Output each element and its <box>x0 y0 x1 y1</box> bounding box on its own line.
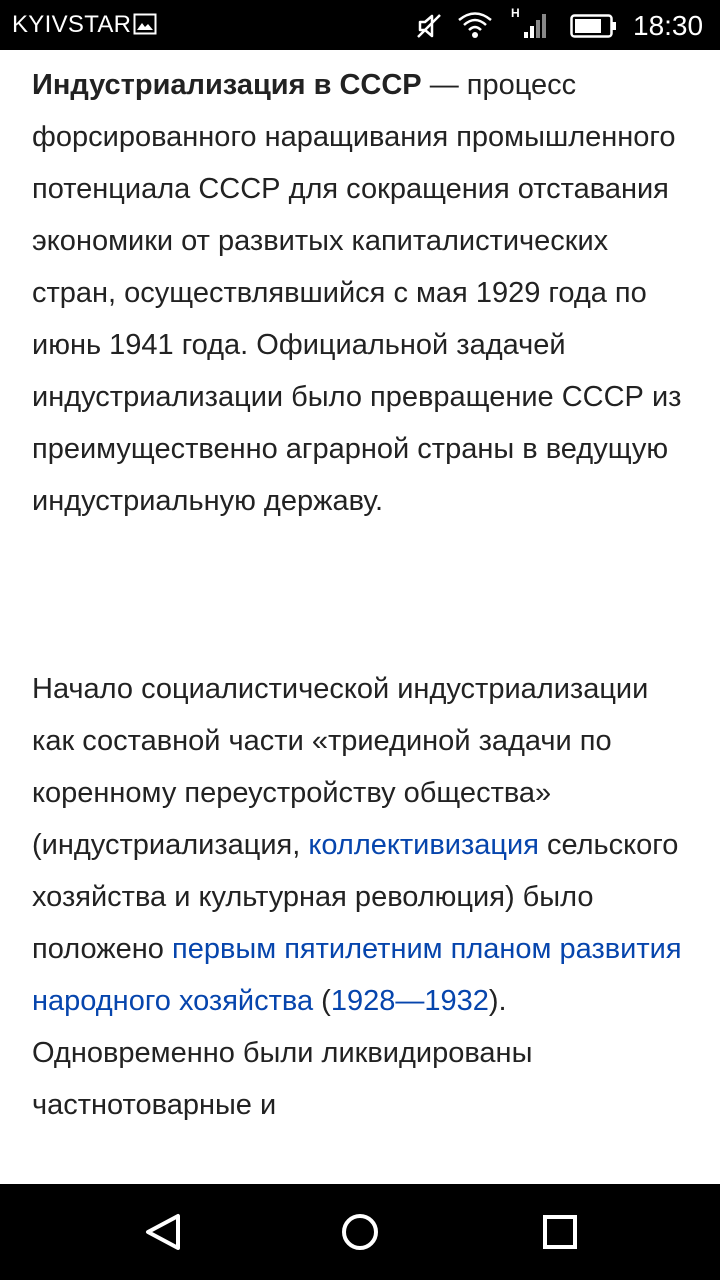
article-paragraph <box>32 59 692 527</box>
article-content[interactable] <box>0 50 720 1184</box>
back-icon <box>132 1202 192 1262</box>
article-paragraph <box>32 663 692 1131</box>
carrier-name: KYIVSTAR <box>12 11 132 38</box>
paragraph-text: сельского хозяйства и культурная революция) было положено <box>32 829 679 965</box>
network-type-label: H <box>511 6 520 20</box>
back-button[interactable] <box>132 1202 192 1262</box>
signal-icon <box>510 6 550 47</box>
paragraph-text: ). Одновременно были ликвидированы частнотоварные и <box>32 985 533 1121</box>
status-clock: 18:30 <box>633 10 704 41</box>
navigation-bar <box>0 1184 720 1280</box>
link-collectivization[interactable]: коллективизация <box>308 829 539 861</box>
battery-icon <box>570 14 618 43</box>
paragraph-text: Начало социалистической индустриализации как составной части «триединой задачи по коренному переустройству общества» (индустриализация, <box>32 673 649 861</box>
wifi-icon <box>456 10 494 45</box>
status-bar <box>0 0 720 50</box>
home-icon <box>330 1202 390 1262</box>
paragraph-text: ( <box>313 985 331 1017</box>
mute-icon <box>414 11 444 46</box>
recent-apps-button[interactable] <box>530 1202 590 1262</box>
recent-apps-icon <box>530 1202 590 1262</box>
article-term: Индустриализация в СССР <box>32 69 422 101</box>
home-button[interactable] <box>330 1202 390 1262</box>
gallery-icon <box>133 13 157 40</box>
link-first-five-year-plan[interactable]: первым пятилетним планом развития народного хозяйства <box>32 933 682 1017</box>
link-years-1928-1932[interactable]: 1928—1932 <box>330 985 489 1017</box>
paragraph-text: — процесс форсированного наращивания промышленного потенциала СССР для сокращения отставания экономики от развитых капиталистических стран, осуществлявшийся с мая 1929 года по июнь 1941 года. Официальной задачей индустриализации было превращение СССР из преимущественно аграрной страны в ведущую индустриальную державу. <box>32 69 682 517</box>
